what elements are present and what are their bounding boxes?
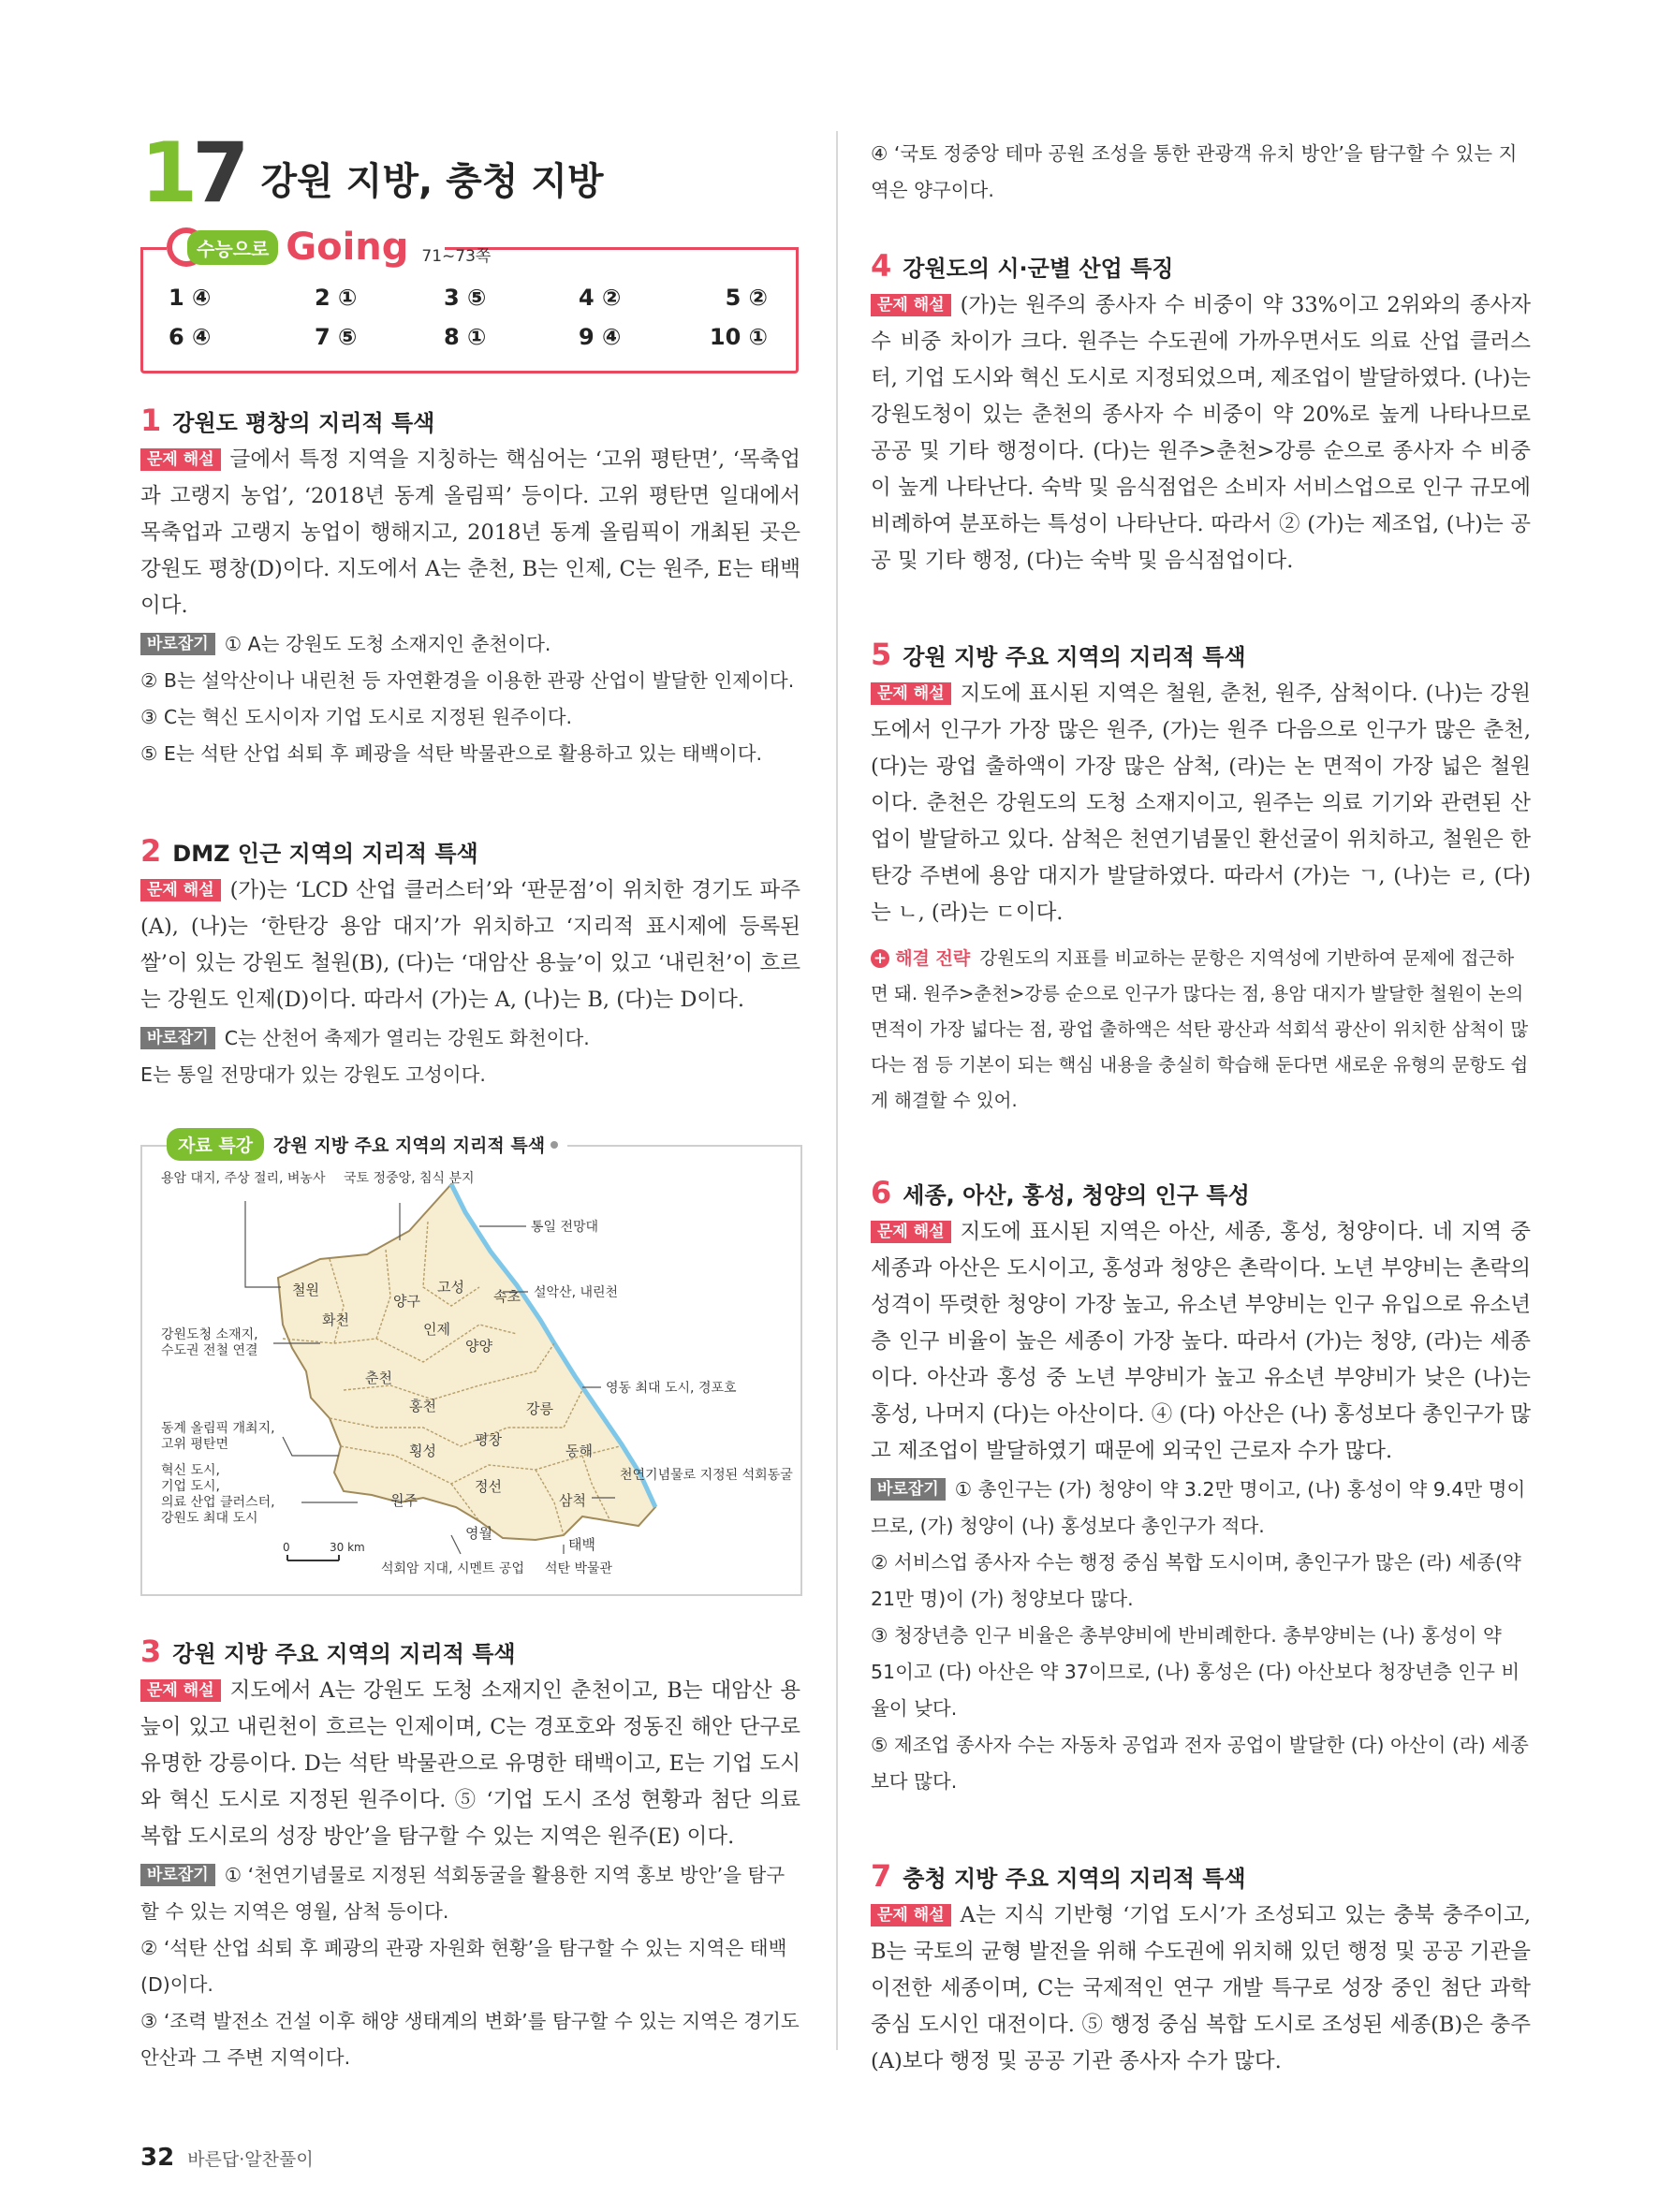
going-badge	[167, 223, 491, 271]
scale-bar	[283, 1541, 365, 1560]
going-pill: 수능으로	[187, 230, 278, 265]
column-divider	[836, 131, 838, 2050]
q3-number: 3	[140, 1633, 162, 1669]
q1-number: 1	[140, 403, 162, 438]
map-city-label: 인제	[423, 1321, 450, 1338]
map-city-label: 원주	[390, 1492, 418, 1509]
footer-label: 바른답·알찬풀이	[187, 2149, 314, 2170]
map-city-label: 고성	[437, 1279, 464, 1296]
q7-title: 충청 지방 주요 지역의 지리적 특색	[903, 1866, 1246, 1892]
q7-body: 문제 해설 A는 지식 기반형 ‘기업 도시’가 조성되고 있는 충북 충주이고, B는 국토의 균형 발전을 위해 수도권에 위치해 있던 행정 및 공공 기관을 이전한 세종이며, C는 국제적인 연구 개발 특구로 성장 중인 첨단 과학 중심 도시인 대전이다. ⑤ 행정 중심 복합 도시로 조성된 세종(B)은 충주(A)보다 행정 및 공공 기관 종사자 수가 많다.	[871, 1903, 1531, 2073]
map-city-label: 영월	[465, 1525, 492, 1542]
map-city-label: 태백	[568, 1536, 595, 1553]
going-frame-top	[445, 247, 796, 250]
q5-number: 5	[871, 637, 892, 672]
map-city-label: 횡성	[409, 1443, 436, 1459]
map-city-label: 평창	[475, 1431, 502, 1448]
q5-body: 문제 해설 지도에 표시된 지역은 철원, 춘천, 원주, 삼척이다. (나)는 강원도에서 인구가 가장 많은 원주, (가)는 원주 다음으로 인구가 많은 춘천, (다)는 광업 출하액이 가장 많은 삼척, (라)는 논 면적이 가장 넓은 철원이다. 춘천은 강원도의 도청 소재지이고, 원주는 의료 기기와 관련된 산업이 발달하고 있다. 삼척은 천연기념물인 환선굴이 위치하고, 철원은 한탄강 주변에 용암 대지가 발달하였다. 따라서 (가)는 ㄱ, (나)는 ㄹ, (다)는 ㄴ, (라)는 ㄷ이다.	[871, 681, 1531, 925]
answer-item: 1 ④	[169, 285, 212, 311]
q6-title: 세종, 아산, 홍성, 청양의 인구 특성	[903, 1182, 1250, 1209]
answer-item: 10 ①	[709, 324, 768, 350]
page-number: 32	[140, 2144, 175, 2172]
map-callout-label: 혁신 도시, 기업 도시, 의료 산업 클러스터, 강원도 최대 도시	[161, 1463, 275, 1526]
q3-title: 강원 지방 주요 지역의 지리적 특색	[172, 1641, 516, 1667]
answer-item: 6 ④	[169, 324, 212, 350]
map-callout-label: 석회암 지대, 시멘트 공업	[381, 1561, 525, 1576]
map-callout-label: 강원도청 소재지, 수도권 전철 연결	[161, 1327, 258, 1358]
strategy-tag: 해결 전략	[895, 948, 971, 969]
question-6	[871, 1175, 1531, 1800]
question-1	[140, 403, 800, 772]
q2-number: 2	[140, 833, 162, 869]
q1-body: 문제 해설 글에서 특정 지역을 지칭하는 핵심어는 ‘고위 평탄면’, ‘목축업과 고랭지 농업’, ‘2018년 동계 올림픽’ 등이다. 고위 평탄면 일대에서 목축업과 고랭지 농업이 행해지고, 2018년 동계 올림픽이 개최된 곳은 강원도 평창(D)이다. 지도에서 A는 춘천, B는 인제, C는 원주, E는 태백이다.	[140, 447, 800, 618]
map-city-label: 정선	[475, 1478, 502, 1495]
q5-title: 강원 지방 주요 지역의 지리적 특색	[903, 644, 1246, 670]
correct-tag: 바로잡기	[140, 633, 215, 655]
q2-body: 문제 해설 (가)는 ‘LCD 산업 클러스터’와 ‘판문점’이 위치한 경기도 파주(A), (나)는 ‘한탄강 용암 대지’가 위치하고 ‘지리적 표시제에 등록된 쌀’이 있는 강원도 철원(B), (다)는 ‘대암산 용늪’이 있고 ‘내린천’이 흐르는 강원도 인제(D)이다. 따라서 (가)는 A, (나)는 B, (다)는 D이다.	[140, 878, 800, 1012]
gangwon-map	[142, 1147, 798, 1587]
going-word: Going	[286, 226, 409, 269]
map-callout-label: 영동 최대 도시, 경포호	[606, 1381, 737, 1396]
map-city-label: 동해	[565, 1443, 593, 1459]
q6-number: 6	[871, 1175, 892, 1210]
map-city-label: 양구	[393, 1293, 420, 1310]
q7-number: 7	[871, 1858, 892, 1894]
answer-item: 4 ②	[579, 285, 622, 311]
question-3-continued: ④ ‘국토 정중앙 테마 공원 조성을 통한 관광객 유치 방안’을 탐구할 수 있는 지역은 양구이다.	[871, 142, 1518, 201]
map-city-label: 철원	[292, 1282, 319, 1298]
q4-body: 문제 해설 (가)는 원주의 종사자 수 비중이 약 33%이고 2위와의 종사자 수 비중 차이가 크다. 원주는 수도권에 가까우면서도 의료 산업 클러스터, 기업 도시와 혁신 도시로 지정되었으며, 제조업이 발달하였다. (나)는 강원도청이 있는 춘천의 종사자 수 비중이 약 20%로 높게 나타나므로 공공 및 기타 행정이다. (다)는 원주>춘천>강릉 순으로 종사자 수 비중이 높게 나타난다. 숙박 및 음식점업은 소비자 서비스업으로 인구 규모에 비례하여 분포하는 특성이 나타난다. 따라서 ② (가)는 제조업, (나)는 공공 및 기타 행정, (다)는 숙박 및 음식점업이다.	[871, 293, 1531, 573]
answer-grid	[169, 285, 768, 350]
map-city-label: 강릉	[526, 1400, 553, 1417]
question-5	[871, 637, 1531, 1119]
map-callout-label: 용암 대지, 주상 절리, 벼농사	[161, 1171, 326, 1186]
map-city-label: 속초	[493, 1288, 521, 1305]
answer-item: 5 ②	[725, 285, 768, 311]
map-callout-label: 통일 전망대	[531, 1220, 599, 1235]
answer-item: 8 ①	[444, 324, 487, 350]
q6-corrections: 바로잡기 ① 총인구는 (가) 청양이 약 3.2만 명이고, (나) 홍성이 약 9.4만 명이므로, (가) 청양이 (나) 홍성보다 총인구가 적다. ② 서비스업 종사자 수는 행정 중심 복합 도시이며, 총인구가 많은 (라) 세종(약 21만 명)이 (가) 청양보다 많다. ③ 청장년층 인구 비율은 총부양비에 반비례한다. 총부양비는 (나) 홍성이 약 51이고 (다) 아산은 약 37이므로, (나) 홍성은 (다) 아산보다 청장년층 인구 비율이 낮다. ⑤ 제조업 종사자 수는 자동차 공업과 전자 공업이 발달한 (다) 아산이 (라) 세종보다 많다.	[871, 1478, 1529, 1793]
answer-item: 2 ①	[315, 285, 358, 311]
q5-strategy: + 해결 전략 강원도의 지표를 비교하는 문항은 지역성에 기반하여 문제에 접근하면 돼. 원주>춘천>강릉 순으로 인구가 많다는 점, 용암 대지가 발달한 철원이 논의 면적이 가장 넓다는 점, 광업 출하액은 석탄 광산과 석회석 광산이 위치한 삼척이 많다는 점 등 기본이 되는 핵심 내용을 충실히 학습해 둔다면 새로운 유형의 문항도 쉽게 해결할 수 있어.	[871, 947, 1529, 1111]
map-callout-label: 설악산, 내린천	[534, 1285, 619, 1300]
chapter-title: 강원 지방, 충청 지방	[260, 160, 604, 203]
q4-number: 4	[871, 248, 892, 284]
answer-item: 3 ⑤	[444, 285, 487, 311]
plus-icon: +	[871, 949, 889, 968]
question-7	[871, 1858, 1531, 2080]
answer-item: 9 ④	[579, 324, 622, 350]
map-city-label: 삼척	[559, 1492, 586, 1509]
map-city-label: 양양	[465, 1338, 492, 1355]
going-frame-top-left	[140, 247, 167, 250]
scale-30km: 30 km	[330, 1541, 365, 1554]
page-footer	[140, 2144, 314, 2172]
map-callout-label: 천연기념물로 지정된 석회동굴	[620, 1468, 793, 1483]
question-3	[140, 1633, 800, 2076]
map-callout-label: 석탄 박물관	[545, 1561, 613, 1576]
q2-corrections: 바로잡기 C는 산천어 축제가 열리는 강원도 화천이다. E는 통일 전망대가 있는 강원도 고성이다.	[140, 1027, 590, 1086]
q2-title: DMZ 인근 지역의 지리적 특색	[172, 841, 478, 867]
chapter-number: 17	[140, 125, 244, 221]
q1-title: 강원도 평창의 지리적 특색	[172, 410, 435, 436]
map-callout-label: 국토 정중앙, 침식 분지	[344, 1171, 475, 1186]
map-city-label: 화천	[322, 1311, 349, 1328]
q3-corrections: 바로잡기 ① ‘천연기념물로 지정된 석회동굴을 활용한 지역 홍보 방안’을 탐구할 수 있는 지역은 영월, 삼척 등이다. ② ‘석탄 산업 쇠퇴 후 폐광의 관광 자원화 현황’을 탐구할 수 있는 지역은 태백(D)이다. ③ ‘조력 발전소 건설 이후 해양 생태계의 변화’를 탐구할 수 있는 지역은 경기도 안산과 그 주변 지역이다.	[140, 1864, 800, 2069]
q1-corrections: 바로잡기 ① A는 강원도 도청 소재지인 춘천이다. ② B는 설악산이나 내린천 등 자연환경을 이용한 관광 산업이 발달한 인제이다. ③ C는 혁신 도시이자 기업 도시로 지정된 원주이다. ⑤ E는 석탄 산업 쇠퇴 후 폐광을 석탄 박물관으로 활용하고 있는 태백이다.	[140, 633, 795, 765]
answer-item: 7 ⑤	[315, 324, 358, 350]
map-box	[140, 1119, 800, 1596]
going-answer-box	[140, 213, 800, 380]
map-callout-label: 동계 올림픽 개최지, 고위 평탄면	[161, 1421, 275, 1452]
explain-tag: 문제 해설	[140, 448, 221, 471]
q6-body: 문제 해설 지도에 표시된 지역은 아산, 세종, 홍성, 청양이다. 네 지역 중 세종과 아산은 도시이고, 홍성과 청양은 촌락이다. 노년 부양비는 촌락의 성격이 뚜렷한 청양이 가장 높고, 유소년 부양비는 인구 유입으로 유소년층 인구 비율이 높은 세종이 가장 높다. 따라서 (가)는 청양, (라)는 세종이다. 아산과 홍성 중 노년 부양비가 높고 유소년 부양비가 낮은 (나)는 홍성, 나머지 (다)는 아산이다. ④ (다) 아산은 (나) 홍성보다 총인구가 많고 제조업이 발달하였기 때문에 외국인 근로자 수가 많다.	[871, 1220, 1531, 1463]
chapter-heading	[140, 125, 604, 221]
map-title: 강원 지방 주요 지역의 지리적 특색	[273, 1135, 546, 1156]
map-city-label: 춘천	[365, 1370, 392, 1386]
q4-title: 강원도의 시·군별 산업 특징	[903, 256, 1174, 282]
going-pages: 71~73쪽	[421, 246, 492, 266]
scale-zero: 0	[283, 1541, 290, 1554]
map-city-label: 홍천	[409, 1398, 436, 1414]
q3-body: 문제 해설 지도에서 A는 강원도 도청 소재지인 춘천이고, B는 대암산 용늪이 있고 내린천이 흐르는 인제이며, C는 경포호와 정동진 해안 단구로 유명한 강릉이다. D는 석탄 박물관으로 유명한 태백이고, E는 기업 도시와 혁신 도시로 지정된 원주이다. ⑤ ‘기업 도시 조성 현황과 첨단 의료 복합 도시로의 성장 방안’을 탐구할 수 있는 지역은 원주(E) 이다.	[140, 1678, 800, 1849]
question-2	[140, 833, 800, 1093]
map-pill: 자료 특강	[167, 1128, 264, 1161]
question-4	[871, 248, 1531, 579]
